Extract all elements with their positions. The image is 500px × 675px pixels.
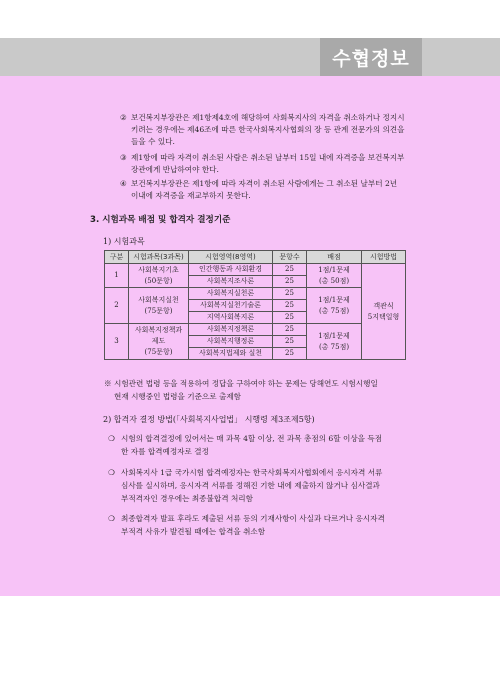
method-line: 5지택일형 (367, 312, 400, 321)
table-note (104, 378, 414, 403)
clause-line: 이내에 자격증을 재교부하지 못한다. (131, 191, 251, 200)
bullet-line: 최종합격자 발표 후라도 제출된 서류 등의 기재사항이 사실과 다르거나 응시자격 (121, 514, 385, 523)
score-line: 1점/1문제 (318, 265, 350, 274)
clause-marker: ③ (120, 153, 127, 162)
bullet-line: 시험의 합격결정에 있어서는 매 과목 4할 이상, 전 과목 총점의 6할 이상을 득점 (121, 434, 383, 443)
group-number: 2 (105, 288, 129, 324)
subject-line: (75문항) (144, 306, 173, 315)
subject-line: (75문항) (144, 348, 173, 356)
section-title: 3. 시험과목 배점 및 합격자 결정기준 (90, 215, 231, 225)
header-band (0, 38, 500, 76)
clause-line: 장관에게 반납하여야 한다. (131, 165, 219, 174)
count-cell: 25 (273, 348, 307, 360)
table-header-cell: 문항수 (273, 251, 307, 264)
area-cell: 사회복지실천론 (189, 288, 273, 300)
table-row (105, 324, 406, 336)
score-cell (307, 288, 362, 324)
method-cell (362, 264, 406, 360)
subject-line: 사회복지실천 (138, 295, 179, 304)
circle-bullet-icon: ❍ (108, 468, 115, 477)
exam-table (104, 250, 406, 360)
bullet-line: 부적격 사유가 발견될 때에는 합격을 취소함 (121, 527, 266, 536)
table-header-cell: 시험방법 (362, 251, 406, 264)
score-line: 1점/1문제 (318, 295, 350, 304)
count-cell: 25 (273, 300, 307, 312)
count-cell: 25 (273, 276, 307, 288)
count-cell: 25 (273, 288, 307, 300)
score-cell (307, 324, 362, 360)
table-header-row (105, 251, 406, 264)
table-row (105, 264, 406, 276)
table-header-cell: 시험영역(8영역) (189, 251, 273, 264)
count-cell: 25 (273, 264, 307, 276)
area-cell: 지역사회복지론 (189, 312, 273, 324)
bullet-line: 심사를 실시하며, 응시자격 서류를 정해진 기한 내에 제출하지 않거나 심사결과 (121, 481, 380, 490)
note-line: 현재 시행중인 법령을 기준으로 출제함 (114, 391, 242, 401)
clause-line: 키려는 경우에는 제46조에 따른 한국사회복지사협회의 장 등 관계 전문가의 의견을 (131, 125, 405, 134)
circle-bullet-icon: ❍ (108, 434, 115, 443)
area-cell: 인간행동과 사회환경 (189, 264, 273, 276)
subject-line: 사회복지기초 (138, 265, 179, 274)
clause-marker: ② (120, 113, 127, 122)
area-cell: 사회복지정책론 (189, 324, 273, 336)
note-line: ※ 시험관련 법령 등을 적용하여 정답을 구하여야 하는 문제는 당해연도 시험시행일 (104, 379, 378, 388)
table-header-cell: 배점 (307, 251, 362, 264)
bullet-line: 사회복지사 1급 국가시험 합격예정자는 한국사회복지사협회에서 응시자격 서류 (121, 468, 383, 477)
score-line: (총 75점) (318, 342, 350, 351)
bullet-line: 한 자를 합격예정자로 결정 (121, 447, 209, 456)
header-title: 수협정보 (320, 38, 422, 76)
sub-title-pass-criteria: 2) 합격자 결정 방법(「사회복지사업법」 시행령 제3조제5항) (103, 415, 315, 424)
group-number: 1 (105, 264, 129, 288)
score-line: (총 75점) (318, 306, 350, 315)
bullet-line: 부적격자인 경우에는 최종불합격 처리함 (121, 494, 253, 503)
subject-line: (50문항) (144, 276, 173, 285)
count-cell: 25 (273, 336, 307, 348)
clause-line: 들을 수 있다. (131, 137, 175, 146)
score-line: (총 50점) (318, 276, 350, 285)
circle-bullet-icon: ❍ (108, 514, 115, 523)
subject-cell (129, 324, 189, 360)
subject-line: 사회복지정책과 (134, 326, 183, 334)
method-line: 객관식 (373, 301, 394, 310)
sub-title-exam-subjects: 1) 시험과목 (103, 237, 145, 246)
clause-line: 보건복지부장관은 제1항에 따라 자격이 취소된 사람에게는 그 취소된 날부터 2년 (131, 179, 398, 188)
clause-line: 보건복지부장관은 제1항제4호에 해당하여 사회복지사의 자격을 취소하거나 정지시 (131, 113, 405, 122)
score-cell (307, 264, 362, 288)
group-number: 3 (105, 324, 129, 360)
subject-cell (129, 264, 189, 288)
clause-marker: ④ (120, 179, 127, 188)
score-line: 1점/1문제 (318, 331, 350, 340)
table-row (105, 288, 406, 300)
count-cell: 25 (273, 312, 307, 324)
table-header-cell: 구분 (105, 251, 129, 264)
area-cell: 사회복지행정론 (189, 336, 273, 348)
area-cell: 사회복지조사론 (189, 276, 273, 288)
table-header-cell: 시험과목(3과목) (129, 251, 189, 264)
subject-cell (129, 288, 189, 324)
count-cell: 25 (273, 324, 307, 336)
area-cell: 사회복지법제와 실천 (189, 348, 273, 360)
clause-line: 제1항에 따라 자격이 취소된 사람은 취소된 날부터 15일 내에 자격증을 보건복지부 (131, 153, 405, 162)
area-cell: 사회복지실천기술론 (189, 300, 273, 312)
subject-line: 제도 (151, 337, 166, 345)
